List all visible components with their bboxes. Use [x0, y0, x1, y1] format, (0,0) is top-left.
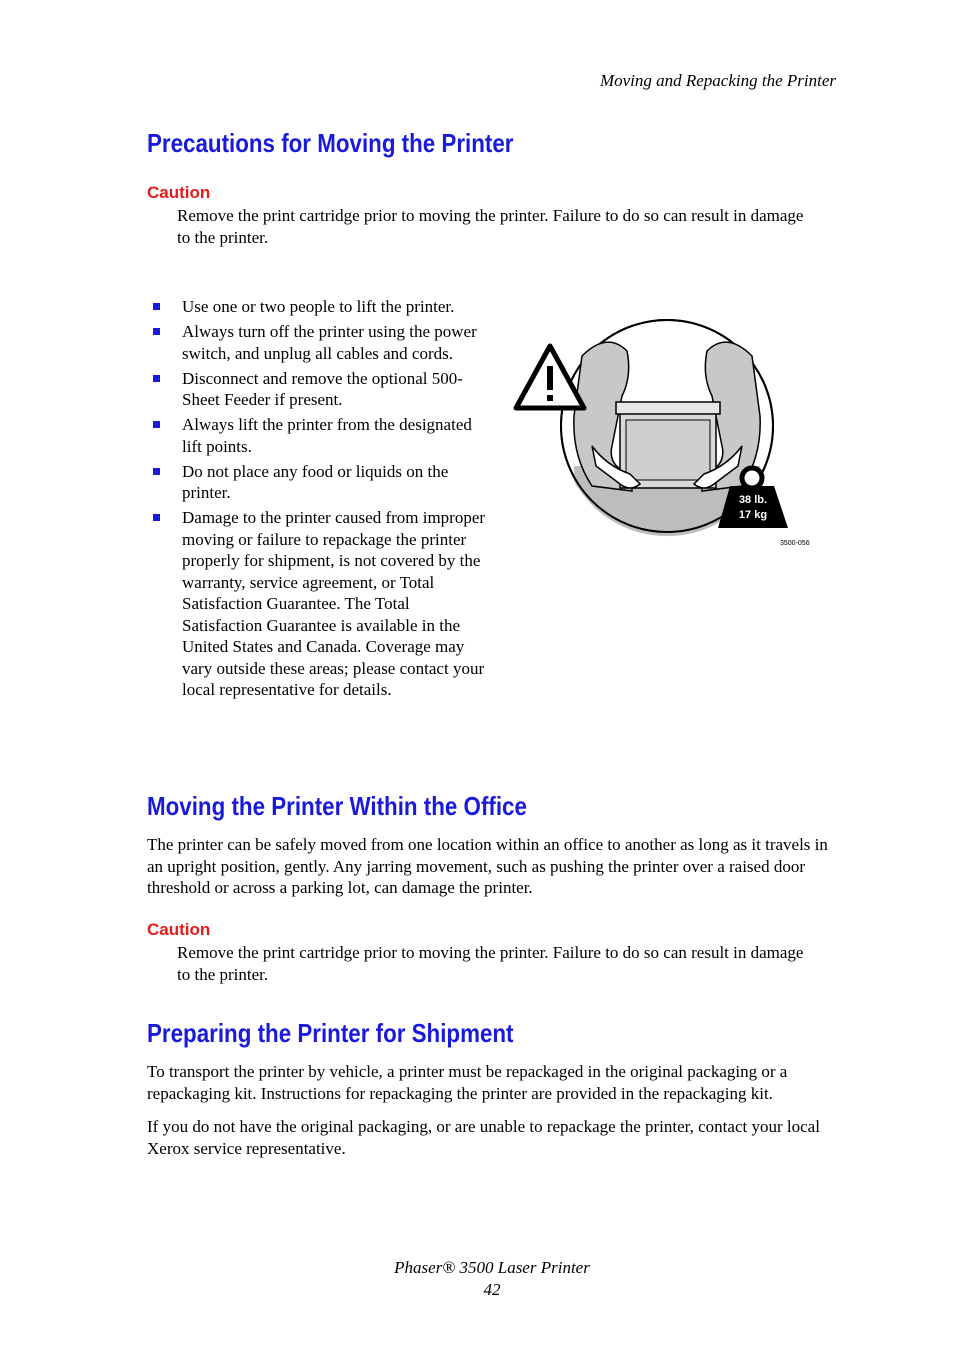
shipment-paragraph-2: If you do not have the original packaging, or are unable to repackage the printer, contact your local Xerox service representative.	[147, 1117, 820, 1158]
list-item-text: Always turn off the printer using the power switch, and unplug all cables and cords.	[182, 322, 477, 363]
caution-label: Caution	[147, 920, 211, 939]
lifting-illustration	[512, 316, 822, 556]
shipment-paragraph-1: To transport the printer by vehicle, a printer must be repackaged in the original packaging or a repackaging kit. Instructions for repackaging the printer are provided in the repackaging kit.	[147, 1062, 788, 1103]
bullet-square-icon	[153, 375, 160, 382]
list-item-text: Use one or two people to lift the printer.	[182, 297, 455, 316]
running-head: Moving and Repacking the Printer	[599, 71, 836, 90]
list-item	[150, 507, 490, 701]
caution-text: Remove the print cartridge prior to moving the printer. Failure to do so can result in damage to the printer.	[177, 943, 804, 984]
page-number: 42	[483, 1279, 501, 1299]
page-footer	[0, 1257, 954, 1300]
weight-lb-text: 38 lb.	[738, 494, 768, 506]
list-item-text: Disconnect and remove the optional 500-Sheet Feeder if present.	[182, 368, 463, 409]
weight-kg-text: 17 kg	[738, 509, 768, 521]
list-item	[150, 296, 490, 318]
list-item-text: Do not place any food or liquids on the printer.	[182, 461, 449, 502]
list-item-text: Always lift the printer from the designated lift points.	[182, 415, 472, 456]
bullet-square-icon	[153, 421, 160, 428]
list-item	[150, 321, 490, 364]
bullet-square-icon	[153, 303, 160, 310]
list-item	[150, 461, 490, 504]
bullet-square-icon	[153, 328, 160, 335]
section-heading-precautions: Precautions for Moving the Printer	[147, 128, 514, 158]
caution-label: Caution	[147, 183, 211, 202]
moving-within-office-text: The printer can be safely moved from one location within an office to another as long as it travels in an upright position, gently. Any jarring movement, such as pushing the printer over a raised door threshold or across a parking lot, can damage the printer.	[147, 835, 828, 897]
caution-text: Remove the print cartridge prior to moving the printer. Failure to do so can result in damage to the printer.	[177, 206, 804, 247]
bullet-square-icon	[153, 514, 160, 521]
footer-product-name: Phaser® 3500 Laser Printer	[394, 1258, 590, 1277]
figure-id-text: 3500-056	[780, 540, 810, 547]
list-item	[150, 414, 490, 457]
list-item	[150, 368, 490, 411]
section-heading-preparing-shipment: Preparing the Printer for Shipment	[147, 1018, 514, 1048]
list-item-text: Damage to the printer caused from improper moving or failure to repackage the printer properly for shipment, is not covered by the warranty, service agreement, or Total Satisfaction Guarantee. The Total Satisfaction Guarantee is available in the United States and Canada. Coverage may vary outside these areas; please contact your local representative for details.	[182, 508, 486, 699]
section-heading-moving-within-office: Moving the Printer Within the Office	[147, 791, 527, 821]
precautions-list	[150, 296, 490, 704]
bullet-square-icon	[153, 468, 160, 475]
